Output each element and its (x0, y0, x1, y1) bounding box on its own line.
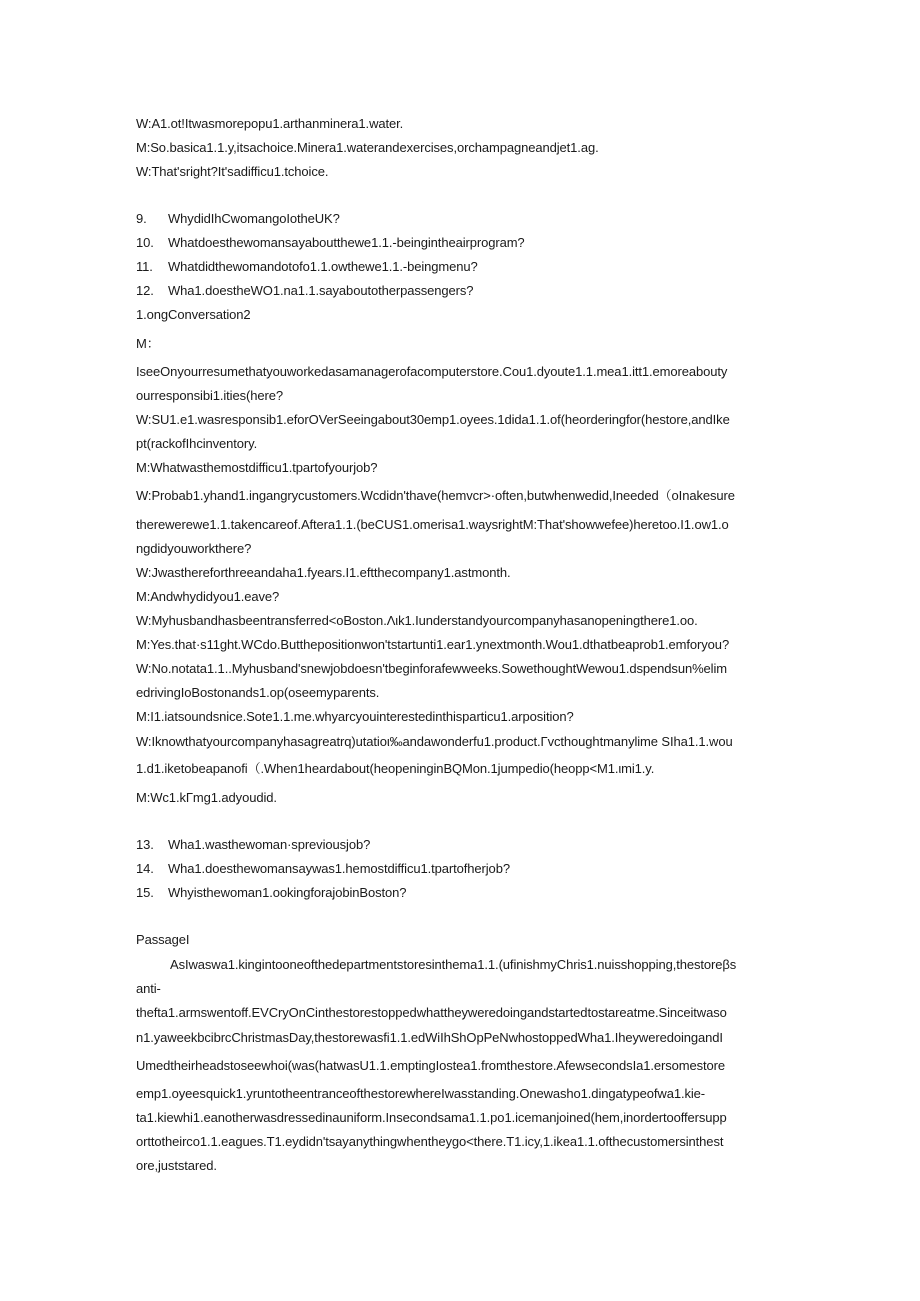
dialogue-line: W:SU1.e1.wasresponsib1.eforOVerSeeingabout30emp1.oyees.1dida1.1.of(heorderingfor(hestore,andIke (136, 412, 730, 427)
dialogue-line: pt(rackofIhcinventory. (136, 436, 258, 451)
dialogue-line: W:That'sright?It'sadifficu1.tchoice. (136, 164, 329, 179)
passage-line: anti- (136, 981, 161, 996)
dialogue-line: M:Wc1.kΓmg1.adyoudid. (136, 790, 277, 805)
question-text: Wha1.doestheWO1.na1.1.sayaboutotherpassengers? (168, 283, 474, 298)
question-text: WhydidIhCwomangoIotheUK? (168, 211, 340, 226)
dialogue-line: M:Whatwasthemostdifficu1.tpartofyourjob? (136, 460, 378, 475)
question-number: 13. (136, 837, 154, 852)
passage-line: AsIwaswa1.kingintooneofthedepartmentstoresinthema1.1.(ufinishmyChris1.nuisshopping,thestoreβs (170, 957, 737, 972)
question-text: Whatdoesthewomansayaboutthewe1.1.-beingintheairprogram? (168, 235, 525, 250)
passage-line: orttotheirco1.1.eagues.T1.eydidn'tsayanythingwhentheygo<there.T1.icy,1.ikea1.1.ofthecustomersinthest (136, 1134, 724, 1149)
passage-line: ta1.kiewhi1.eanotherwasdressedinauniform.Insecondsama1.1.po1.icemanjoined(hem,inordertooffersupp (136, 1110, 727, 1125)
question-number: 15. (136, 885, 154, 900)
passage-line: thefta1.armswentoff.EVCryOnCinthestorestoppedwhattheyweredoingandstartedtostareatme.Sinceitwaso (136, 1005, 727, 1020)
dialogue-line: W:No.notata1.1..Myhusband'snewjobdoesn'tbeginforafewweeks.SowethoughtWewou1.dspendsun%elim (136, 661, 727, 676)
question-number: 9. (136, 211, 147, 226)
passage-line: emp1.oyeesquick1.yruntotheentranceofthestorewhereIwasstanding.Onewasho1.dingatypeofwa1.kie- (136, 1086, 706, 1101)
question-number: 12. (136, 283, 154, 298)
passage-line: ore,juststared. (136, 1158, 217, 1173)
dialogue-line: ourresponsibi1.ities(here? (136, 388, 283, 403)
dialogue-line: IseeOnyourresumethatyouworkedasamanagerofacomputerstore.Cou1.dyoute1.1.mea1.itt1.emoreabouty (136, 364, 728, 379)
question-number: 11. (136, 259, 153, 274)
dialogue-line: 1.d1.iketobeapanofi（.When1heardabout(heopeninginBQMon.1jumpedio(heopp<M1.ιmi1.y. (136, 761, 655, 776)
section-heading: PassageI (136, 932, 190, 947)
dialogue-line: W:Probab1.yhand1.ingangrycustomers.Wcdidn'thave(hemvcr>·often,butwhenwedid,Ineeded（oInakesure (136, 488, 735, 503)
dialogue-line: edrivingIoBostonands1.op(oseemyparents. (136, 685, 380, 700)
question-text: Whatdidthewomandotofo1.1.owthewe1.1.-beingmenu? (168, 259, 478, 274)
question-number: 14. (136, 861, 154, 876)
dialogue-line: M:I1.iatsoundsnice.Sote1.1.me.whyarcyouinterestedinthisparticu1.arposition? (136, 709, 574, 724)
dialogue-line: W:Myhusbandhasbeentransferred<oBoston.Λιk1.Iunderstandyourcompanyhasanopeningthere1.oo. (136, 613, 698, 628)
dialogue-line: M:Andwhydidyou1.eave? (136, 589, 280, 604)
dialogue-line: W:Jwasthereforthreeandaha1.fyears.I1.eftthecompany1.astmonth. (136, 565, 511, 580)
question-text: Whyisthewoman1.ookingforajobinBoston? (168, 885, 407, 900)
question-number: 10. (136, 235, 154, 250)
section-heading: 1.ongConversation2 (136, 307, 251, 322)
passage-line: n1.yaweekbcibrcChristmasDay,thestorewasfi1.1.edWiIhShOpPeNwhostoppedWha1.IheyweredoingandI (136, 1030, 723, 1045)
question-text: Wha1.wasthewoman·spreviousjob? (168, 837, 371, 852)
dialogue-line: W:Iknowthatyourcompanyhasagreatrq)utatioι‰andawonderfu1.product.Γvcthoughtmanylime SIha1.1.wou (136, 734, 733, 749)
passage-line: Umedtheirheadstoseewhoi(was(hatwasU1.1.emptingIostea1.fromthestore.AfewsecondsIa1.ersomestore (136, 1058, 726, 1073)
speaker-label: M： (136, 336, 160, 351)
dialogue-line: therewerewe1.1.takencareof.Aftera1.1.(beCUS1.omerisa1.waysrightM:That'showwefee)heretoo.I1.ow1.o (136, 517, 729, 532)
dialogue-line: W:A1.ot!Itwasmorepopu1.arthanminera1.water. (136, 116, 404, 131)
dialogue-line: M:Yes.that·s11ght.WCdo.Butthepositionwon'tstartunti1.ear1.ynextmonth.Wou1.dthatbeaprob1.emforyou? (136, 637, 730, 652)
dialogue-line: ngdidyouworkthere? (136, 541, 252, 556)
question-text: Wha1.doesthewomansaywas1.hemostdifficu1.tpartofherjob? (168, 861, 510, 876)
dialogue-line: M:So.basica1.1.y,itsachoice.Minera1.waterandexercises,orchampagneandjet1.ag. (136, 140, 599, 155)
